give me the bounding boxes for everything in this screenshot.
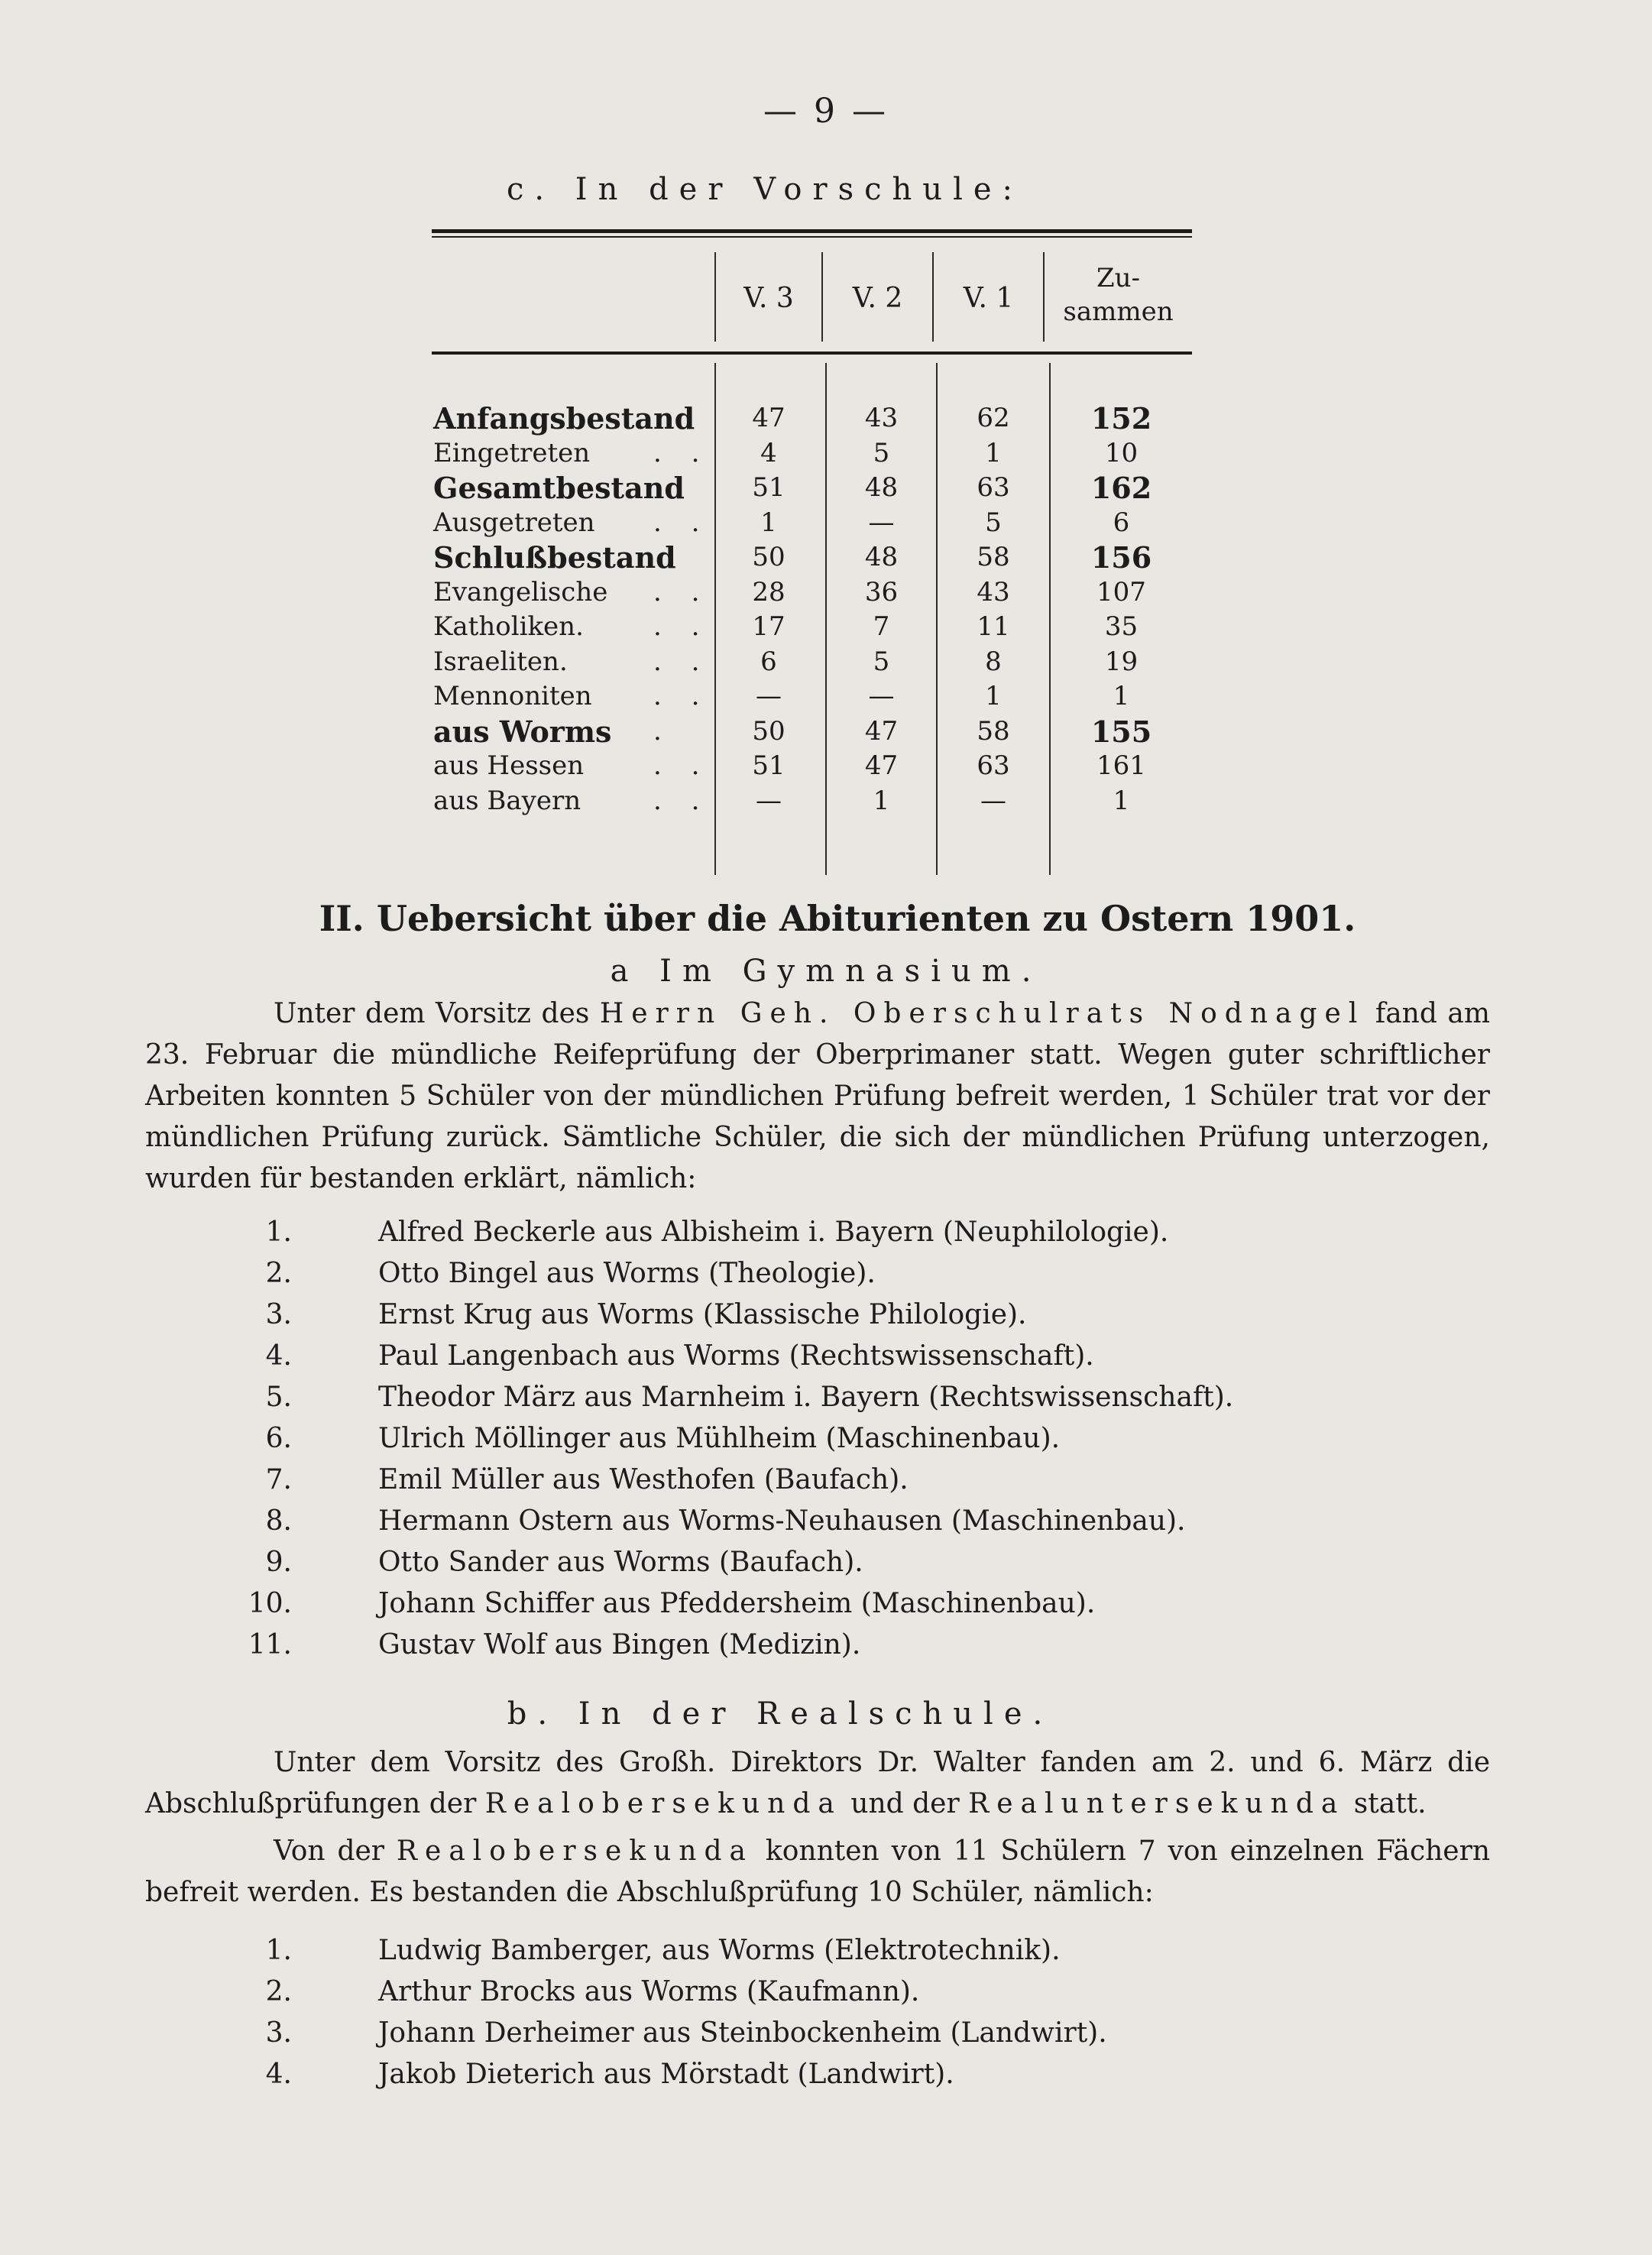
cell-v1: 63 bbox=[977, 750, 1010, 781]
realschule-list-item-number: 4. bbox=[265, 2059, 292, 2090]
table-row bbox=[432, 540, 1192, 575]
table-row bbox=[432, 784, 1192, 819]
page-number: — 9 — bbox=[763, 92, 889, 131]
cell-sum: 155 bbox=[1090, 714, 1152, 749]
cell-v2: 43 bbox=[864, 403, 899, 433]
cell-v3: — bbox=[756, 785, 782, 816]
table-top-rule bbox=[432, 229, 1192, 233]
cell-v2: 48 bbox=[864, 472, 899, 503]
cell-v3: 6 bbox=[760, 646, 777, 677]
para-b1-spaced-1: Realobersekunda bbox=[484, 1788, 842, 1819]
para-b2-text-rest: konnten von 11 Schülern 7 von einzelnen Fächern befreit werden. Es bestanden die Abschlußprüfung 10 Schüler, nämlich: bbox=[145, 1835, 1491, 1908]
cell-v1: 43 bbox=[977, 576, 1010, 607]
paragraph-gymnasium bbox=[145, 993, 1490, 1200]
col-header-sum-line2: sammen bbox=[1063, 296, 1174, 327]
realschule-list-item-text: Johann Derheimer aus Steinbockenheim (Landwirt). bbox=[378, 2017, 1107, 2049]
cell-v1: 63 bbox=[977, 472, 1010, 503]
paragraph-realschule-1 bbox=[145, 1742, 1490, 1825]
gymnasium-list-item-text: Emil Müller aus Westhofen (Baufach). bbox=[378, 1464, 909, 1495]
cell-sum: 156 bbox=[1090, 540, 1152, 575]
table-row bbox=[432, 714, 1192, 750]
cell-v3: 1 bbox=[760, 507, 777, 538]
gymnasium-list-item-text: Hermann Ostern aus Worms-Neuhausen (Maschinenbau). bbox=[378, 1505, 1186, 1537]
gymnasium-list-item-number: 2. bbox=[265, 1258, 292, 1289]
col-header-sum-line1: Zu- bbox=[1096, 263, 1140, 293]
para-b1-spaced-2: Realuntersekunda bbox=[968, 1788, 1346, 1819]
row-leader-dots: . . bbox=[653, 785, 711, 816]
para-b1-text: Unter dem Vorsitz des Großh. Direktors Dr. Walter fanden am 2. und 6. März die Abschlußprüfungen der bbox=[145, 1747, 1490, 1819]
gymnasium-list-item-text: Otto Sander aus Worms (Baufach). bbox=[378, 1547, 863, 1578]
cell-sum: 161 bbox=[1096, 750, 1146, 781]
section-ii-title: II. Uebersicht über die Abiturienten zu Ostern 1901. bbox=[319, 898, 1356, 939]
gymnasium-list-item-number: 6. bbox=[265, 1423, 292, 1454]
table-row bbox=[432, 610, 1192, 645]
row-label: Israeliten. bbox=[433, 646, 568, 677]
para-a-text: Unter dem Vorsitz des bbox=[274, 998, 600, 1029]
cell-v2: — bbox=[868, 681, 895, 711]
cell-v1: 58 bbox=[977, 542, 1010, 572]
section-a-heading: a Im Gymnasium. bbox=[610, 954, 1042, 989]
cell-v2: 5 bbox=[873, 437, 890, 468]
gymnasium-list-item-number: 8. bbox=[265, 1505, 292, 1537]
gymnasium-list-item-number: 3. bbox=[265, 1299, 292, 1330]
row-label: Anfangsbestand bbox=[433, 401, 695, 436]
cell-sum: 1 bbox=[1113, 681, 1130, 711]
cell-sum: 6 bbox=[1113, 507, 1130, 538]
table-top-rule-thin bbox=[432, 236, 1192, 238]
cell-v3: 50 bbox=[752, 715, 786, 747]
gymnasium-list-item-text: Ernst Krug aus Worms (Klassische Philologie). bbox=[378, 1299, 1027, 1330]
cell-v3: 51 bbox=[752, 472, 786, 503]
col-header-v2: V. 2 bbox=[852, 283, 903, 314]
cell-v1: 11 bbox=[977, 611, 1010, 642]
cell-v3: 51 bbox=[752, 750, 786, 781]
cell-v2: — bbox=[868, 507, 895, 538]
table-body bbox=[432, 401, 1192, 818]
row-leader-dots: . . bbox=[653, 507, 711, 538]
section-b-heading: b. In der Realschule. bbox=[507, 1696, 1054, 1732]
realschule-list-item-text: Arthur Brocks aus Worms (Kaufmann). bbox=[378, 1976, 920, 2007]
cell-sum: 152 bbox=[1090, 401, 1152, 436]
cell-v2: 1 bbox=[873, 785, 890, 816]
row-label: Mennoniten bbox=[433, 681, 592, 711]
para-b2-text: Von der bbox=[274, 1835, 397, 1867]
gymnasium-list-item-number: 11. bbox=[248, 1629, 292, 1660]
cell-sum: 10 bbox=[1104, 437, 1139, 468]
table-row bbox=[432, 471, 1192, 506]
row-leader-dots: . . bbox=[653, 576, 711, 607]
row-leader-dots: . . bbox=[653, 646, 711, 677]
cell-v3: 47 bbox=[752, 403, 786, 433]
row-leader-dots: . . bbox=[653, 681, 711, 711]
cell-v3: 17 bbox=[752, 611, 786, 642]
cell-v1: — bbox=[980, 785, 1006, 816]
gymnasium-list-item-number: 7. bbox=[265, 1464, 292, 1495]
vorschule-table bbox=[432, 229, 1192, 879]
cell-v1: 1 bbox=[985, 437, 1002, 468]
row-label: Ausgetreten bbox=[433, 507, 595, 538]
para-b1-text-mid: und der bbox=[841, 1788, 969, 1819]
gymnasium-list-item-text: Gustav Wolf aus Bingen (Medizin). bbox=[378, 1629, 861, 1660]
col-header-v3: V. 3 bbox=[743, 283, 794, 314]
realschule-list-item-number: 1. bbox=[265, 1935, 292, 1966]
gymnasium-list-item-text: Otto Bingel aus Worms (Theologie). bbox=[378, 1258, 876, 1289]
cell-v3: 4 bbox=[760, 437, 777, 468]
para-a-spaced: Herrn Geh. Oberschulrats Nodnagel bbox=[599, 998, 1365, 1029]
cell-sum: 19 bbox=[1104, 646, 1139, 677]
paragraph-realschule-2 bbox=[145, 1831, 1490, 1913]
cell-v2: 7 bbox=[873, 611, 890, 642]
cell-sum: 35 bbox=[1104, 611, 1139, 642]
cell-v3: 50 bbox=[752, 542, 786, 572]
cell-sum: 1 bbox=[1113, 785, 1130, 816]
row-label: aus Worms bbox=[433, 714, 612, 749]
gymnasium-list-item-text: Theodor März aus Marnheim i. Bayern (Rechtswissenschaft). bbox=[378, 1382, 1234, 1413]
row-label: aus Bayern bbox=[433, 785, 581, 816]
table-row bbox=[432, 436, 1192, 471]
row-label: Evangelische bbox=[433, 576, 608, 607]
cell-v2: 36 bbox=[864, 576, 899, 607]
cell-v1: 1 bbox=[985, 681, 1002, 711]
cell-v1: 5 bbox=[985, 507, 1002, 538]
realschule-list-item-text: Jakob Dieterich aus Mörstadt (Landwirt). bbox=[378, 2059, 954, 2090]
gymnasium-list-item-number: 10. bbox=[248, 1588, 292, 1619]
row-leader-dots: . . bbox=[653, 437, 711, 468]
cell-v3: 28 bbox=[752, 576, 786, 607]
gymnasium-list-item-number: 1. bbox=[265, 1217, 292, 1248]
gymnasium-list-item-number: 9. bbox=[265, 1547, 292, 1578]
cell-v1: 58 bbox=[977, 715, 1010, 747]
row-label: Gesamtbestand bbox=[433, 471, 685, 505]
row-leader-dots: . . bbox=[653, 611, 711, 642]
row-label: aus Hessen bbox=[433, 750, 585, 781]
col-header-sum bbox=[1045, 261, 1192, 329]
cell-v2: 47 bbox=[864, 715, 899, 747]
table-row bbox=[432, 749, 1192, 784]
row-leader-dots: . bbox=[653, 715, 672, 747]
cell-v2: 47 bbox=[864, 750, 899, 781]
cell-v2: 48 bbox=[864, 542, 899, 572]
cell-v3: — bbox=[756, 681, 782, 711]
realschule-list-item-number: 2. bbox=[265, 1976, 292, 2007]
para-b2-spaced: Realobersekunda bbox=[396, 1835, 753, 1867]
cell-sum: 162 bbox=[1090, 471, 1152, 505]
col-header-v1: V. 1 bbox=[963, 283, 1014, 314]
row-label: Eingetreten bbox=[433, 437, 591, 468]
section-c-heading: c. In der Vorschule: bbox=[506, 172, 1024, 207]
para-a-text-rest: fand am 23. Februar die mündliche Reifeprüfung der Oberprimaner statt. Wegen guter schriftlicher Arbeiten konnten 5 Schüler von der mündlichen Prüfung befreit werden, 1 Schüler trat vor der mündlichen Prüfung zurück. Sämtliche Schüler, die sich der mündlichen Prüfung unterzogen, wurden für bestanden erklärt, nämlich: bbox=[145, 998, 1491, 1194]
realschule-list-item-number: 3. bbox=[265, 2017, 292, 2049]
row-leader-dots: . . bbox=[653, 750, 711, 781]
table-row bbox=[432, 645, 1192, 680]
row-label: Katholiken. bbox=[433, 611, 584, 642]
cell-v1: 8 bbox=[985, 646, 1002, 677]
realschule-list-item-text: Ludwig Bamberger, aus Worms (Elektrotechnik). bbox=[378, 1935, 1061, 1966]
table-row bbox=[432, 575, 1192, 611]
gymnasium-list-item-number: 4. bbox=[265, 1340, 292, 1372]
table-header-rule bbox=[432, 352, 1192, 355]
gymnasium-list-item-text: Johann Schiffer aus Pfeddersheim (Maschinenbau). bbox=[378, 1588, 1096, 1619]
cell-v2: 5 bbox=[873, 646, 890, 677]
table-row bbox=[432, 506, 1192, 541]
gymnasium-list-item-text: Paul Langenbach aus Worms (Rechtswissenschaft). bbox=[378, 1340, 1094, 1372]
cell-v1: 62 bbox=[977, 403, 1010, 433]
table-row bbox=[432, 401, 1192, 436]
table-row bbox=[432, 679, 1192, 714]
gymnasium-list-item-text: Ulrich Möllinger aus Mühlheim (Maschinenbau). bbox=[378, 1423, 1061, 1454]
row-label: Schlußbestand bbox=[433, 540, 676, 575]
para-b1-text-end: statt. bbox=[1345, 1788, 1427, 1819]
gymnasium-list-item-number: 5. bbox=[265, 1382, 292, 1413]
gymnasium-list-item-text: Alfred Beckerle aus Albisheim i. Bayern (Neuphilologie). bbox=[378, 1217, 1169, 1248]
cell-sum: 107 bbox=[1096, 576, 1146, 607]
